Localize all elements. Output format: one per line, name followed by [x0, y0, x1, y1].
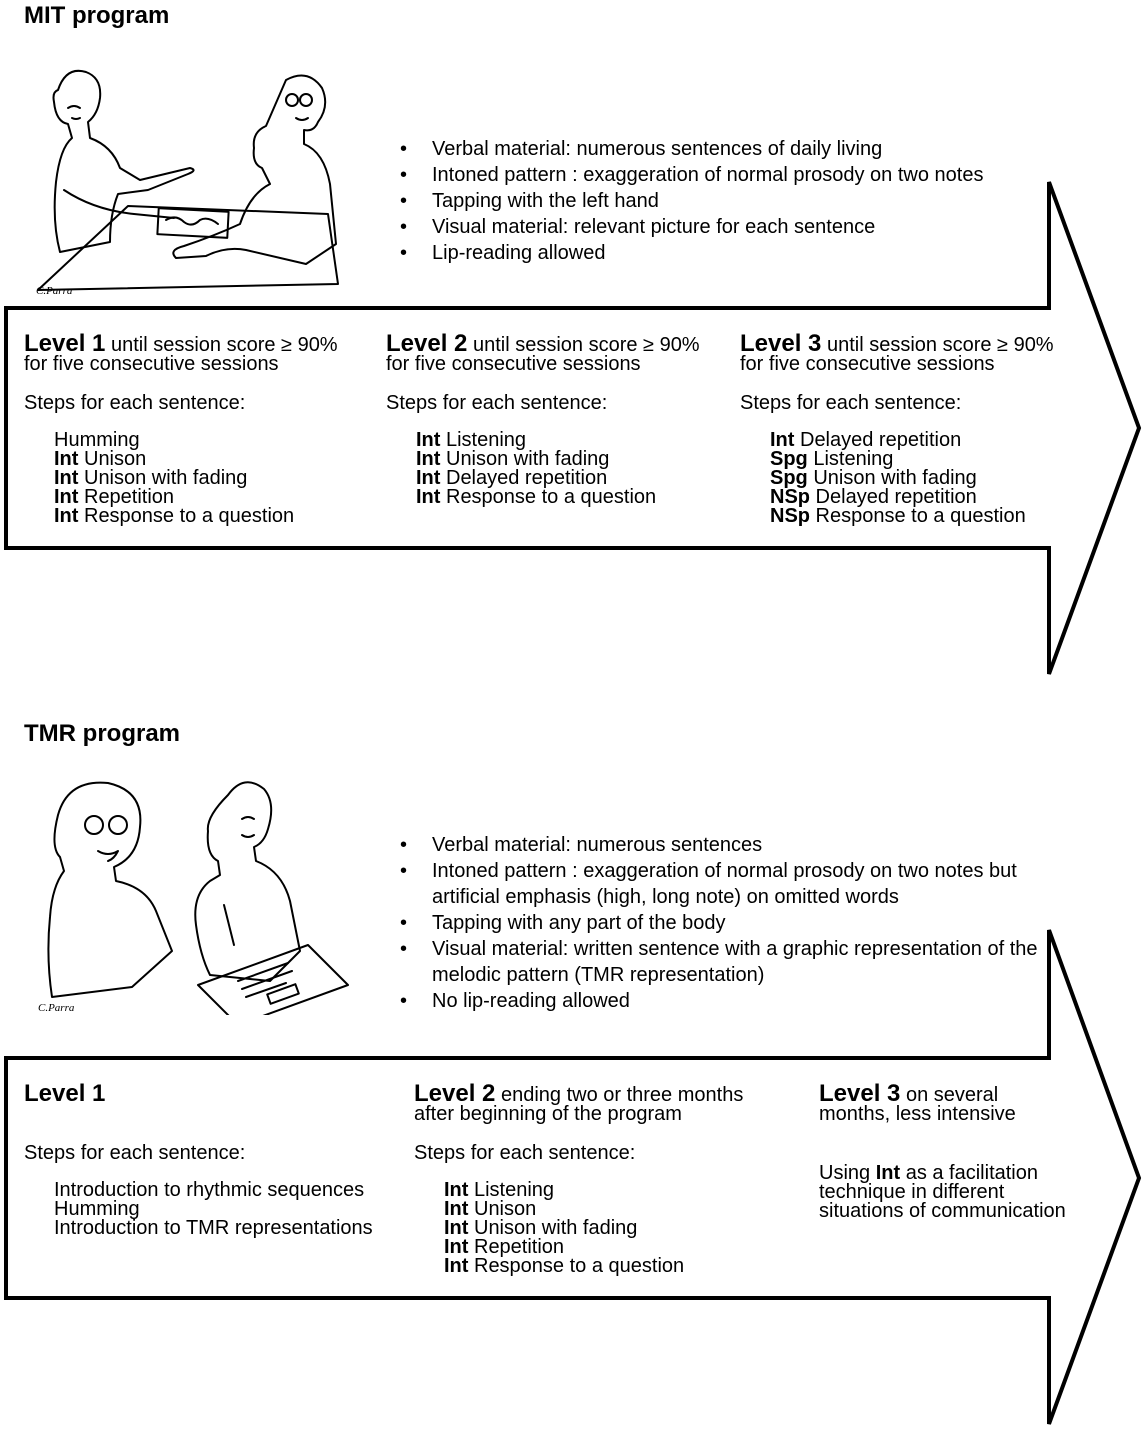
step-item: NSp Delayed repetition: [770, 486, 977, 508]
step-item: Int Response to a question: [444, 1255, 685, 1277]
level-name: Level 2: [414, 1080, 496, 1107]
steps-list: [54, 431, 338, 526]
steps-title: Steps for each sentence:: [24, 1142, 246, 1164]
tmr-program-title: TMR program: [24, 720, 180, 747]
steps-title: Steps for each sentence:: [386, 392, 608, 414]
step-item: Int Repetition: [54, 486, 175, 508]
level-description: until session score ≥ 90%: [472, 334, 700, 356]
level-description-2: for five consecutive sessions: [740, 353, 995, 375]
level-name: Level 1: [24, 1080, 106, 1107]
step-item: Int Delayed repetition: [770, 429, 962, 451]
mit-illustration-signature: C.Parra: [36, 285, 73, 297]
step-item: Introduction to TMR representations: [54, 1217, 373, 1239]
step-item: NSp Response to a question: [770, 505, 1026, 527]
level-name: Level 2: [386, 330, 468, 357]
level-name: Level 3: [740, 330, 822, 357]
steps-list: [444, 1181, 743, 1276]
mit-level-1: [24, 330, 338, 527]
level-name: Level 1: [24, 330, 106, 357]
steps-title: Steps for each sentence:: [740, 392, 962, 414]
mit-feature-item: • Verbal material: numerous sentences of daily living: [400, 136, 983, 162]
step-item: Int Unison with fading: [416, 448, 610, 470]
level-description: until session score ≥ 90%: [110, 334, 338, 356]
step-item: Int Unison: [54, 448, 147, 470]
step-item: Spg Unison with fading: [770, 467, 977, 489]
steps-title: Steps for each sentence:: [414, 1142, 636, 1164]
step-item: Int Unison with fading: [444, 1217, 638, 1239]
mit-level-3: [740, 330, 1054, 527]
step-item: Int Response to a question: [54, 505, 295, 527]
steps-list: [54, 1181, 373, 1238]
step-item: Int Listening: [444, 1179, 555, 1201]
step-item: Int Repetition: [444, 1236, 565, 1258]
mit-level-2: [386, 330, 700, 508]
mit-feature-item: • Tapping with the left hand: [400, 188, 983, 214]
level-description-2: after beginning of the program: [414, 1103, 682, 1125]
tmr-feature-item: • Intoned pattern : exaggeration of normal prosody on two notes but artificial emphasis (high, long note) on omitted words: [400, 858, 1040, 910]
level-name: Level 3: [819, 1080, 901, 1107]
step-item: Int Response to a question: [416, 486, 657, 508]
steps-list: [770, 431, 1054, 526]
mit-feature-item: • Intoned pattern : exaggeration of normal prosody on two notes: [400, 162, 983, 188]
step-item: Int Unison with fading: [54, 467, 248, 489]
level-note-line-3: situations of communication: [819, 1200, 1066, 1222]
level-description-2: for five consecutive sessions: [24, 353, 279, 375]
step-item: Int Delayed repetition: [416, 467, 608, 489]
steps-list: [416, 431, 700, 507]
step-item: Humming: [54, 1198, 140, 1220]
step-item: Introduction to rhythmic sequences: [54, 1179, 365, 1201]
step-item: Spg Listening: [770, 448, 894, 470]
mit-program-title: MIT program: [24, 2, 170, 29]
tmr-feature-item: • Visual material: written sentence with a graphic representation of the melodic pattern (TMR representation): [400, 936, 1040, 988]
mit-feature-item: • Lip-reading allowed: [400, 240, 983, 266]
level-description-2: for five consecutive sessions: [386, 353, 641, 375]
tmr-illustration-signature: C.Parra: [38, 1002, 75, 1014]
tmr-level-1: [24, 1080, 373, 1239]
tmr-feature-item: • Tapping with any part of the body: [400, 910, 1040, 936]
level-description: on several: [905, 1084, 999, 1106]
tmr-level-3: [819, 1080, 1066, 1222]
tmr-level-2: [414, 1080, 744, 1277]
level-description: ending two or three months: [500, 1084, 744, 1106]
tmr-feature-item: • Verbal material: numerous sentences: [400, 832, 1040, 858]
level-description-2: months, less intensive: [819, 1103, 1016, 1125]
level-note-line-2: technique in different: [819, 1181, 1005, 1203]
step-item: Int Listening: [416, 429, 527, 451]
tmr-feature-item: • No lip-reading allowed: [400, 988, 1040, 1014]
level-description: until session score ≥ 90%: [826, 334, 1054, 356]
step-item: Int Unison: [444, 1198, 537, 1220]
step-item: Humming: [54, 429, 140, 451]
mit-feature-item: • Visual material: relevant picture for each sentence: [400, 214, 983, 240]
level-note: Using Int as a facilitation: [819, 1162, 1038, 1184]
steps-title: Steps for each sentence:: [24, 392, 246, 414]
